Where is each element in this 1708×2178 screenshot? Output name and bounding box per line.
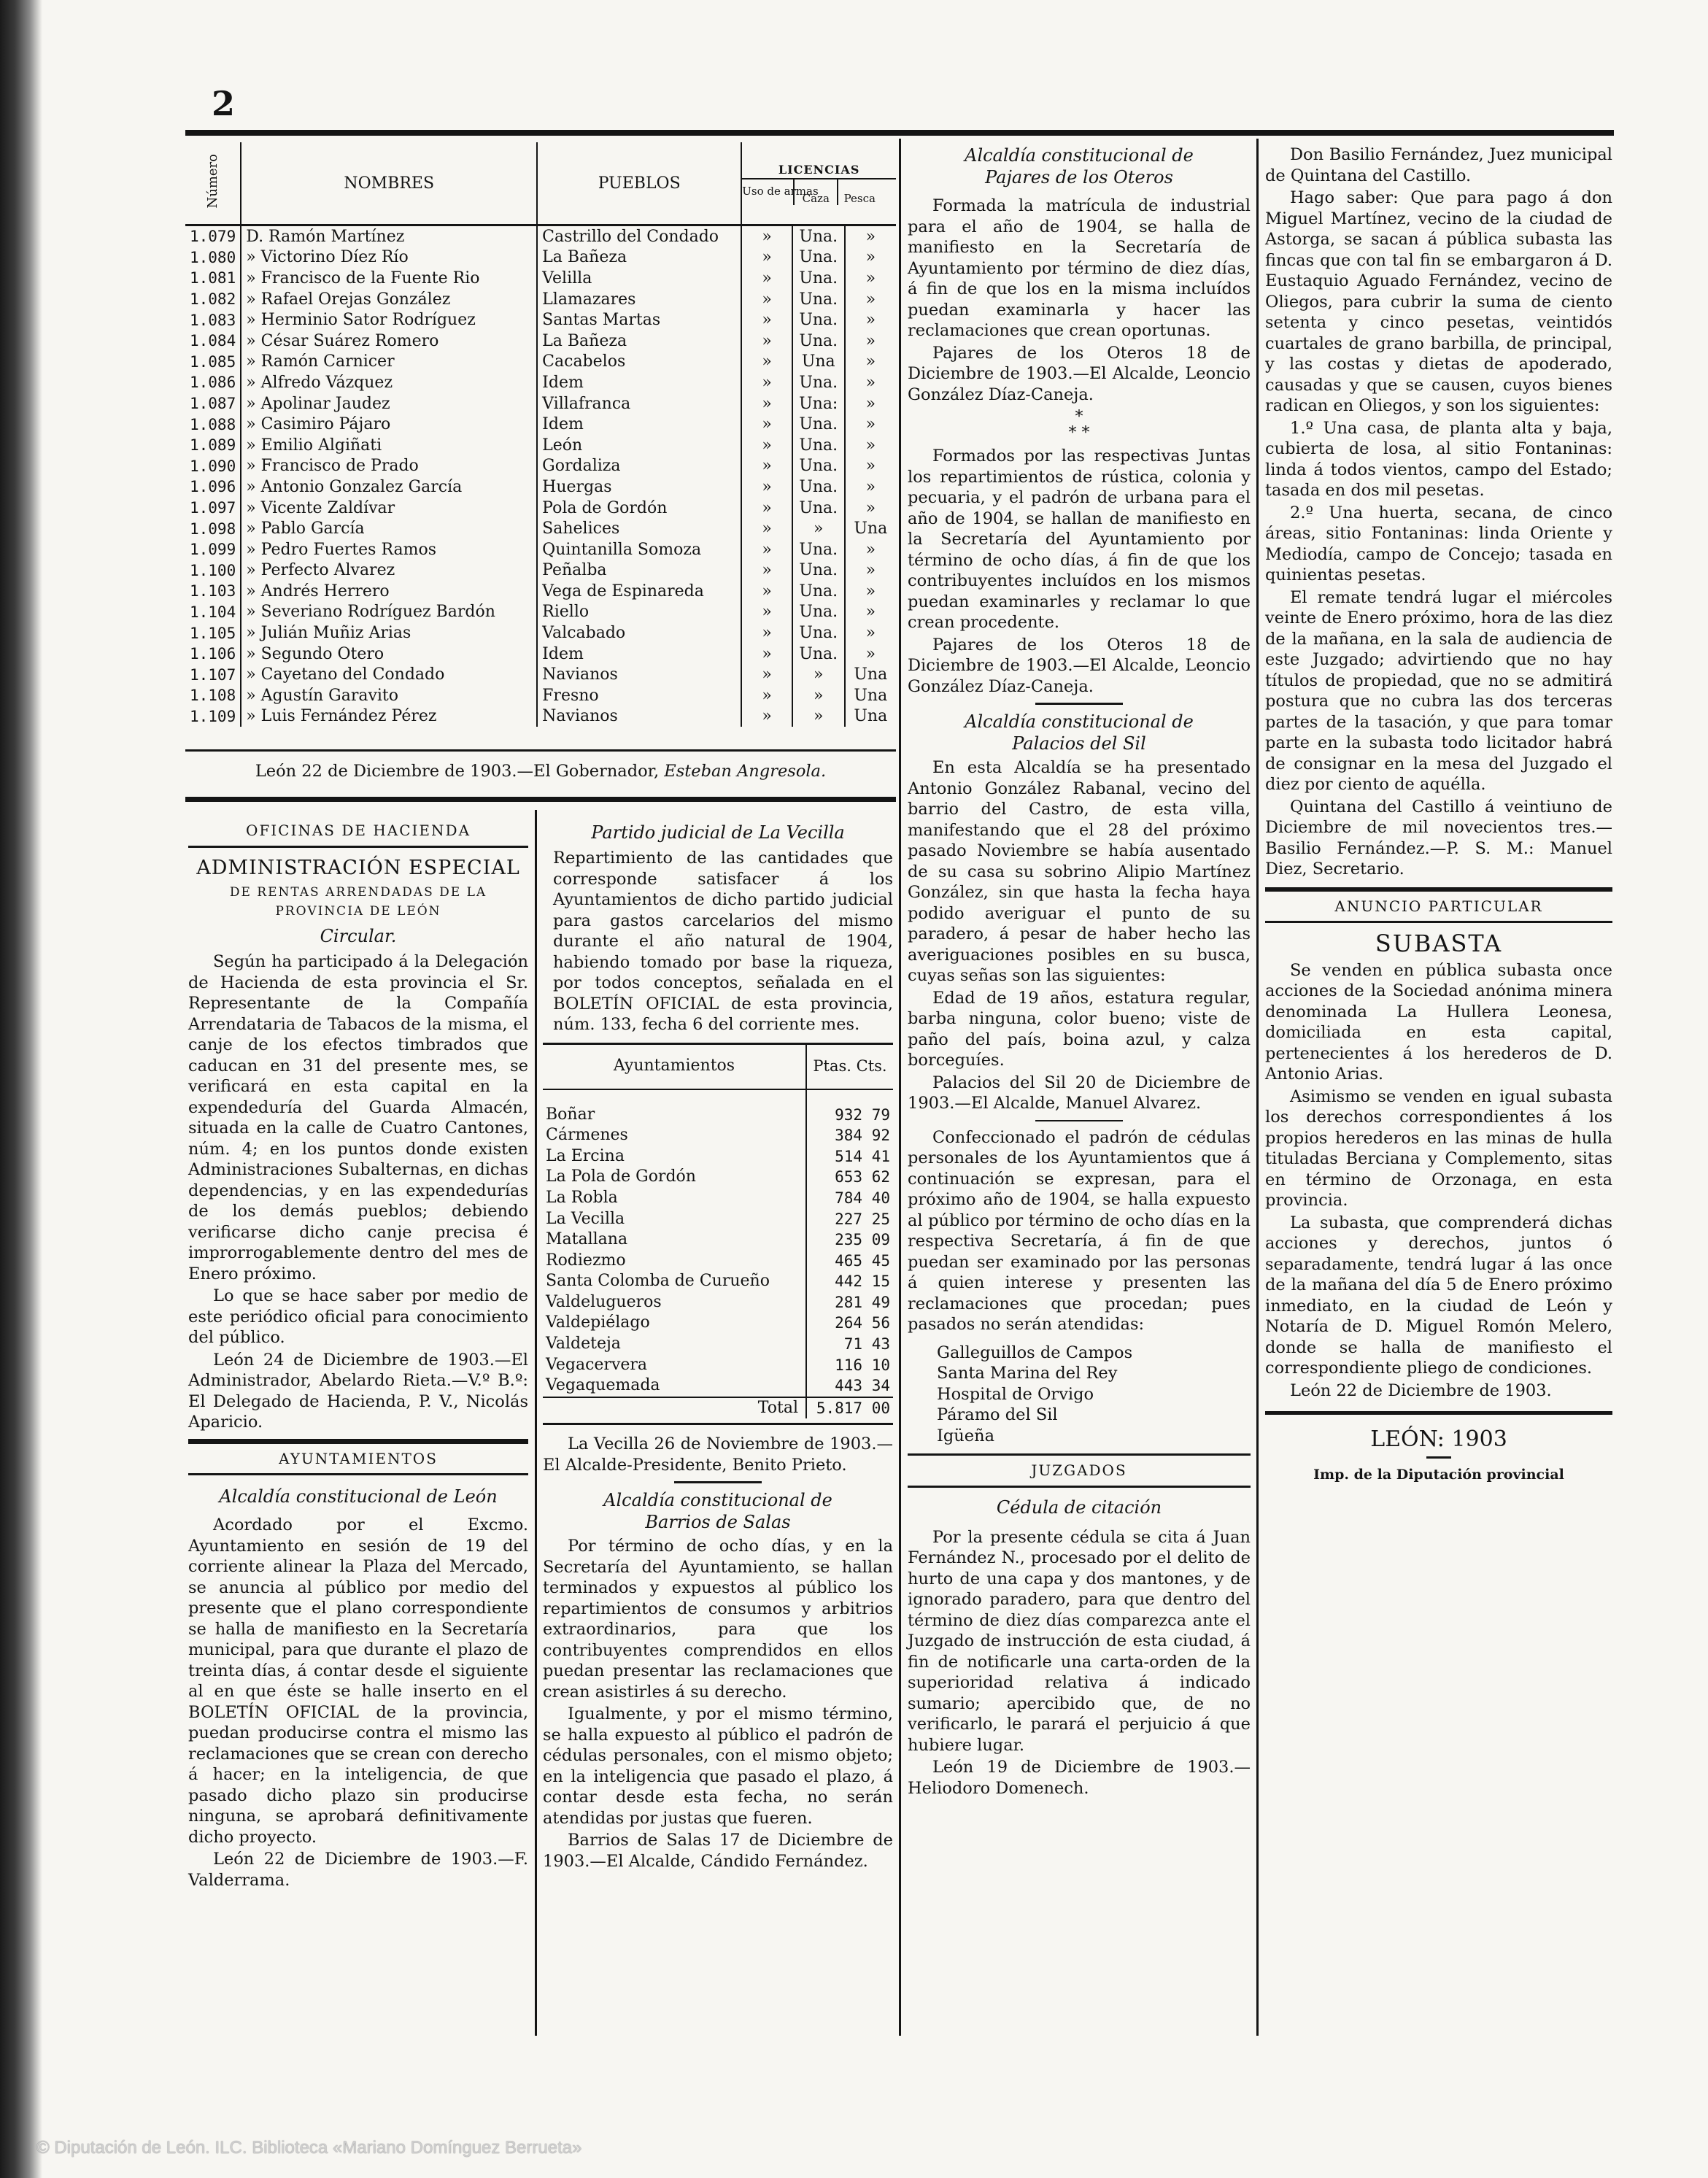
header-licencias: LICENCIAS: [742, 161, 896, 179]
vecilla-ayuntamiento: Valdepiélago: [546, 1313, 650, 1332]
anuncio-body3: La subasta, que comprenderá dichas acciones y derechos, juntos ó separadamente, tendrá lugar á las once de la mañana del día 5 de Enero próximo inmediato, en la ciudad de León y Notaría de D. Miguel Romón Melero, donde se halla de manifiesto el correspondiente pliego de condiciones.: [1265, 1213, 1612, 1378]
licencia-name: » Perfecto Alvarez: [241, 560, 537, 582]
vecilla-section: [543, 817, 893, 1873]
licencia-uso: »: [741, 309, 792, 331]
cedulas-town: Igüeña: [937, 1426, 995, 1445]
licencia-uso: »: [741, 393, 792, 414]
vecilla-amount: 653 62: [806, 1167, 893, 1188]
licencia-row: [185, 539, 896, 560]
licencia-town: Vega de Espinareda: [537, 581, 741, 602]
divider: [1426, 1456, 1451, 1459]
licencia-uso: »: [741, 372, 792, 393]
licencia-row: [185, 644, 896, 665]
vecilla-amount: 116 10: [806, 1355, 893, 1376]
licencia-name: » Francisco de la Fuente Rio: [241, 268, 537, 289]
licencia-uso: »: [741, 498, 792, 519]
anuncio-sign: León 22 de Diciembre de 1903.: [1290, 1380, 1552, 1400]
palacios-title: Alcaldía constitucional de Palacios del Sil: [965, 711, 1194, 754]
juzgados-body: Por la presente cédula se cita á Juan Fernández N., procesado por el delito de hurto de una capa y dos mantones, y de ignorado paradero, para que dentro del término de diez días comparezca ante el Juzgado de instrucción de esta ciudad, á fin de notificarle una carta-orden de la superioridad relativa á indicado sumario; apercibido que, de no verificarlo, le parará el perjuicio á que hubiere lugar.: [908, 1527, 1251, 1755]
licencia-pesca: »: [845, 268, 896, 289]
vecilla-row: [543, 1355, 893, 1376]
barrios-body2: Igualmente, y por el mismo término, se halla expuesto al público el padrón de cédulas personales, con el mismo objeto; en la inteligencia que pasado el plazo, á contar desde esta fecha, no serán atendidas por justas que fueren.: [543, 1704, 893, 1828]
vecilla-row: [543, 1146, 893, 1167]
quintana-sign: Quintana del Castillo á veintiuno de Diciembre de mil novecientos tres.—Basilio Fernández.—P. S. M.: Manuel Diez, Secretario.: [1265, 797, 1612, 878]
licencia-town: Llamazares: [537, 289, 741, 310]
double-rule-left: [185, 797, 896, 802]
scan-shadow-edge: [0, 0, 42, 2178]
header-uso: Uso de armas: [742, 185, 819, 198]
pajares-body: Formada la matrícula de industrial para el año de 1904, se halla de manifiesto en la Secretaría de Ayuntamiento por término de diez días, á fin de que los en la misma incluídos puedan examinarla y hacer las reclamaciones que crean oportunas.: [908, 196, 1251, 340]
licencia-caza: Una.: [792, 435, 845, 456]
vecilla-row: [543, 1208, 893, 1229]
licencias-signature-text: León 22 de Diciembre de 1903.—El Gobernador,: [255, 762, 660, 781]
cedulas-town: Páramo del Sil: [937, 1405, 1058, 1424]
licencia-caza: Una.: [792, 498, 845, 519]
licencia-caza: »: [792, 685, 845, 706]
header-pueblos: PUEBLOS: [537, 142, 741, 225]
licencia-caza: »: [792, 518, 845, 539]
pajares-sign2: Pajares de los Oteros 18 de Diciembre de 1903.—El Alcalde, Leoncio González Díaz-Caneja.: [908, 635, 1251, 696]
licencia-caza: Una: [792, 352, 845, 373]
licencia-row: [185, 352, 896, 373]
licencia-name: » César Suárez Romero: [241, 331, 537, 352]
licencia-name: » Cayetano del Condado: [241, 664, 537, 685]
vecilla-amount: 235 09: [806, 1229, 893, 1251]
vecilla-table: [543, 1043, 893, 1419]
vecilla-amount: 514 41: [806, 1146, 893, 1167]
licencia-row: [185, 602, 896, 623]
vecilla-amount: 784 40: [806, 1188, 893, 1209]
pajares-title: Alcaldía constitucional de Pajares de los Oteros: [965, 145, 1194, 188]
licencia-name: » Agustín Garavito: [241, 685, 537, 706]
licencia-pesca: »: [845, 393, 896, 414]
vecilla-row: [543, 1125, 893, 1146]
vecilla-ayuntamiento: Vegacervera: [546, 1355, 648, 1374]
vecilla-ayuntamiento: Matallana: [546, 1230, 628, 1249]
licencia-pesca: Una: [845, 664, 896, 685]
pajares-sign: Pajares de los Oteros 18 de Diciembre de 1903.—El Alcalde, Leoncio González Díaz-Caneja.: [908, 343, 1251, 404]
hacienda-sign: León 24 de Diciembre de 1903.—El Administrador, Abelardo Rieta.—V.º B.º: El Delegado de Hacienda, P. V., Nicolás Aparicio.: [188, 1350, 528, 1432]
licencia-caza: Una.: [792, 539, 845, 560]
licencia-row: [185, 435, 896, 456]
licencia-uso: »: [741, 539, 792, 560]
licencia-row: [185, 456, 896, 477]
licencia-name: » Andrés Herrero: [241, 581, 537, 602]
licencia-pesca: »: [845, 539, 896, 560]
top-rule: [185, 130, 1614, 136]
licencia-number: 1.087: [190, 395, 236, 413]
licencia-caza: Una.: [792, 247, 845, 269]
cedulas-town: Santa Marina del Rey: [937, 1364, 1118, 1383]
vecilla-col-ayto: Ayuntamientos: [543, 1043, 806, 1089]
hacienda-body2: Lo que se hace saber por medio de este periódico oficial para conocimiento del público.: [188, 1286, 528, 1347]
licencia-uso: »: [741, 706, 792, 727]
licencia-uso: »: [741, 622, 792, 644]
licencia-town: Idem: [537, 414, 741, 435]
licencia-uso: »: [741, 685, 792, 706]
header-nombres: NOMBRES: [241, 142, 537, 225]
licencia-number: 1.085: [190, 352, 236, 371]
licencia-row: [185, 309, 896, 331]
licencia-row: [185, 685, 896, 706]
vecilla-row: [543, 1251, 893, 1272]
licencia-caza: Una.: [792, 331, 845, 352]
licencia-number: 1.082: [190, 290, 236, 309]
column-rule-left: [535, 810, 537, 2036]
licencia-town: Gordaliza: [537, 456, 741, 477]
licencia-uso: »: [741, 331, 792, 352]
licencia-pesca: Una: [845, 518, 896, 539]
licencia-caza: Una.: [792, 225, 845, 247]
vecilla-total-label: Total: [543, 1397, 806, 1419]
licencias-table: [185, 142, 896, 727]
licencia-row: [185, 706, 896, 727]
vecilla-ayuntamiento: Vegaquemada: [546, 1376, 660, 1395]
licencia-caza: Una.: [792, 644, 845, 665]
leon-title: Alcaldía constitucional de León: [219, 1486, 498, 1507]
licencia-number: 1.108: [190, 687, 236, 705]
licencia-number: 1.100: [190, 561, 236, 579]
vecilla-row: [543, 1292, 893, 1313]
licencia-town: Quintanilla Somoza: [537, 539, 741, 560]
licencia-number: 1.105: [190, 624, 236, 642]
licencia-name: » Pablo García: [241, 518, 537, 539]
licencia-town: Velilla: [537, 268, 741, 289]
licencia-name: » Segundo Otero: [241, 644, 537, 665]
licencia-town: Idem: [537, 372, 741, 393]
licencia-uso: »: [741, 414, 792, 435]
licencia-number: 1.089: [190, 436, 236, 455]
licencia-number: 1.099: [190, 541, 236, 559]
juzgados-sign: León 19 de Diciembre de 1903.—Heliodoro Domenech.: [908, 1758, 1251, 1798]
licencia-caza: Una.: [792, 476, 845, 498]
licencia-row: [185, 393, 896, 414]
licencia-uso: »: [741, 581, 792, 602]
hacienda-title: ADMINISTRACIÓN ESPECIAL: [196, 856, 520, 879]
licencia-pesca: »: [845, 498, 896, 519]
licencia-row: [185, 247, 896, 269]
quintana-item1: 1.º Una casa, de planta alta y baja, cubierta de losa, al sitio Fontaninas: linda á todos vientos, campo del Estado; tasada en dos mil pesetas.: [1265, 418, 1612, 500]
licencia-number: 1.107: [190, 665, 236, 684]
header-numero: Número: [205, 153, 221, 209]
licencia-town: Santas Martas: [537, 309, 741, 331]
vecilla-ayuntamiento: La Robla: [546, 1188, 618, 1207]
licencia-town: Sahelices: [537, 518, 741, 539]
licencia-caza: Una.: [792, 372, 845, 393]
licencia-caza: »: [792, 706, 845, 727]
licencia-pesca: »: [845, 289, 896, 310]
licencia-town: La Bañeza: [537, 247, 741, 269]
stars-separator: * * *: [1068, 408, 1090, 442]
cedulas-body: Confeccionado el padrón de cédulas personales de los Ayuntamientos que á continuación se expresan, para el próximo año de 1904, se halla expuesto al público por término de ocho días en la respectiva Secretaría, á fin de que puedan ser examinado por las personas á quien interese y presenten las reclamaciones que procedan; pues pasados no serán atendidas:: [908, 1127, 1251, 1334]
watermark: © Diputación de León. ILC. Biblioteca «Mariano Domínguez Berrueta»: [36, 2138, 582, 2158]
licencia-pesca: »: [845, 456, 896, 477]
licencia-caza: Una.: [792, 309, 845, 331]
vecilla-row: [543, 1188, 893, 1209]
col3: [908, 144, 1251, 1800]
licencia-uso: »: [741, 644, 792, 665]
licencia-number: 1.081: [190, 269, 236, 287]
barrios-body: Por término de ocho días, y en la Secretaría del Ayuntamiento, se hallan terminados y expuestos al público los repartimientos de consumos y arbitrios extraordinarios, para que los contribuyentes comprendidos en ellos puedan presentar las reclamaciones que crean asistirles á su derecho.: [543, 1537, 893, 1702]
licencia-caza: Una.: [792, 289, 845, 310]
palacios-sign: Palacios del Sil 20 de Diciembre de 1903.—El Alcalde, Manuel Alvarez.: [908, 1073, 1251, 1113]
colophon-printer: Imp. de la Diputación provincial: [1313, 1466, 1564, 1483]
licencia-row: [185, 414, 896, 435]
anuncio-body: Se venden en pública subasta once acciones de la Sociedad anónima minera denominada La Hullera Leonesa, domiciliada en esta capital, pertenecientes á los herederos de D. Antonio Arias.: [1265, 960, 1612, 1084]
licencia-caza: Una.: [792, 268, 845, 289]
licencia-row: [185, 560, 896, 582]
licencia-pesca: »: [845, 331, 896, 352]
vecilla-row: [543, 1375, 893, 1397]
barrios-title: Alcaldía constitucional de Barrios de Salas: [603, 1490, 832, 1533]
hacienda-subtitle: DE RENTAS ARRENDADAS DE LA PROVINCIA DE LEÓN: [229, 885, 487, 919]
vecilla-row: [543, 1271, 893, 1292]
licencia-uso: »: [741, 268, 792, 289]
licencia-pesca: Una: [845, 706, 896, 727]
licencia-pesca: »: [845, 372, 896, 393]
vecilla-ayuntamiento: La Pola de Gordón: [546, 1167, 696, 1186]
vecilla-title: Partido judicial de La Vecilla: [591, 822, 845, 843]
anuncio-section: ANUNCIO PARTICULAR: [1265, 887, 1612, 924]
licencia-pesca: »: [845, 644, 896, 665]
licencia-name: » Pedro Fuertes Ramos: [241, 539, 537, 560]
vecilla-row: [543, 1167, 893, 1188]
licencia-uso: »: [741, 664, 792, 685]
licencia-uso: »: [741, 602, 792, 623]
licencia-name: » Casimiro Pájaro: [241, 414, 537, 435]
licencia-name: » Alfredo Vázquez: [241, 372, 537, 393]
licencia-caza: Una.: [792, 602, 845, 623]
licencia-pesca: »: [845, 560, 896, 582]
licencia-name: » Francisco de Prado: [241, 456, 537, 477]
licencia-number: 1.083: [190, 311, 236, 329]
licencia-name: » Severiano Rodríguez Bardón: [241, 602, 537, 623]
vecilla-amount: 264 56: [806, 1313, 893, 1334]
licencia-name: » Herminio Sator Rodríguez: [241, 309, 537, 331]
licencia-town: Cacabelos: [537, 352, 741, 373]
vecilla-ayuntamiento: Cármenes: [546, 1126, 628, 1145]
vecilla-ayuntamiento: Rodiezmo: [546, 1251, 626, 1270]
licencia-town: Valcabado: [537, 622, 741, 644]
licencia-caza: Una.: [792, 456, 845, 477]
vecilla-row: [543, 1313, 893, 1334]
licencia-name: » Victorino Díez Río: [241, 247, 537, 269]
vecilla-amount: 443 34: [806, 1375, 893, 1397]
licencia-row: [185, 289, 896, 310]
licencia-caza: Una.: [792, 581, 845, 602]
licencia-row: [185, 268, 896, 289]
anuncio-body2: Asimismo se venden en igual subasta los derechos correspondientes á los propios herederos en las minas de hulla tituladas Berciana y Complemento, sitas en término de Orzonaga, en esta provincia.: [1265, 1086, 1612, 1210]
column-rule-1: [899, 139, 901, 2036]
licencia-row: [185, 476, 896, 498]
vecilla-amount: 281 49: [806, 1292, 893, 1313]
hacienda-body: Según ha participado á la Delegación de Hacienda de esta provincia el Sr. Representante de la Compañía Arrendataria de Tabacos de la misma, el canje de los efectos timbrados que caducan en 31 del presente mes, se verificará en esta capital en la expendeduría del Guarda Almacén, situada en la calle de Cuatro Cantones, núm. 4; en los puntos donde existen Administraciones Subalternas, en dichas dependencias, y en las expendedurías de los demás pueblos; debiendo verificarse dicho canje precisa é improrrogablemente dentro del mes de Enero próximo.: [188, 952, 528, 1283]
leon-body: Acordado por el Excmo. Ayuntamiento en sesión de 19 del corriente alinear la Plaza del Mercado, se anuncia al público por medio del presente que el plano correspondiente se halla de manifiesto en la Secretaría municipal, para que durante el plazo de treinta días, á contar desde el siguiente al en que éste se halle inserto en el BOLETÍN OFICIAL de la provincia, puedan producirse contra el mismo las reclamaciones que se crean con derecho á hacer; en la inteligencia, de que pasado dicho plazo sin producirse ninguna, se aprobará definitivamente dicho proyecto.: [188, 1515, 528, 1847]
divider: [1035, 703, 1123, 705]
licencia-caza: Una.: [792, 560, 845, 582]
licencia-town: Huergas: [537, 476, 741, 498]
licencia-number: 1.090: [190, 457, 236, 475]
licencia-row: [185, 498, 896, 519]
vecilla-row: [543, 1229, 893, 1251]
vecilla-ayuntamiento: Valdeteja: [546, 1335, 621, 1353]
licencia-name: » Apolinar Jaudez: [241, 393, 537, 414]
cedulas-town: Hospital de Orvigo: [937, 1384, 1094, 1404]
licencia-name: D. Ramón Martínez: [241, 225, 537, 247]
licencia-name: » Emilio Algiñati: [241, 435, 537, 456]
licencia-name: » Ramón Carnicer: [241, 352, 537, 373]
licencia-town: Idem: [537, 644, 741, 665]
vecilla-ayuntamiento: Boñar: [546, 1105, 595, 1124]
licencias-signer: Esteban Angresola.: [664, 762, 827, 781]
divider: [674, 1481, 762, 1483]
licencia-pesca: »: [845, 622, 896, 644]
licencias-bottom-rule: [185, 749, 896, 752]
juzgados-section: JUZGADOS: [908, 1453, 1251, 1488]
vecilla-amount: 384 92: [806, 1125, 893, 1146]
licencia-town: Riello: [537, 602, 741, 623]
licencia-pesca: »: [845, 435, 896, 456]
licencia-pesca: »: [845, 247, 896, 269]
licencia-uso: »: [741, 289, 792, 310]
vecilla-row: [543, 1334, 893, 1355]
vecilla-amount: 442 15: [806, 1271, 893, 1292]
licencia-town: Peñalba: [537, 560, 741, 582]
licencia-uso: »: [741, 352, 792, 373]
licencia-uso: »: [741, 435, 792, 456]
licencias-signature: [185, 761, 896, 782]
licencia-town: León: [537, 435, 741, 456]
licencia-number: 1.098: [190, 520, 236, 538]
page-number: 2: [212, 84, 236, 123]
vecilla-amount: 465 45: [806, 1251, 893, 1272]
licencia-row: [185, 331, 896, 352]
quintana-intro: Don Basilio Fernández, Juez municipal de Quintana del Castillo.: [1265, 145, 1612, 185]
palacios-body: En esta Alcaldía se ha presentado Antonio González Rabanal, vecino del barrio del Castro, de esta villa, manifestando que el 28 del próximo pasado Noviembre se había ausentado de su casa su sobrino Alipio Martínez González, sin que hasta la fecha haya podido averiguar el punto de su paradero, á pesar de haber hecho las averiguaciones posibles en su busca, cuyas señas son las siguientes:: [908, 758, 1251, 985]
leon-sign: León 22 de Diciembre de 1903.—F. Valderrama.: [188, 1850, 528, 1890]
vecilla-amount: 71 43: [806, 1334, 893, 1355]
licencia-uso: »: [741, 247, 792, 269]
licencia-number: 1.097: [190, 499, 236, 517]
cedulas-town-list: [937, 1343, 1251, 1447]
vecilla-intro: Repartimiento de las cantidades que corresponde satisfacer á los Ayuntamientos de dicho partido judicial para gastos carcelarios del mismo durante el año natural de 1904, habiendo tomado por base la riqueza, por todos conceptos, señalada en el BOLETÍN OFICIAL de esta provincia, núm. 133, fecha 6 del corriente mes.: [553, 849, 893, 1034]
licencia-uso: »: [741, 476, 792, 498]
licencia-name: » Julián Muñiz Arias: [241, 622, 537, 644]
licencia-town: La Bañeza: [537, 331, 741, 352]
licencia-number: 1.080: [190, 248, 236, 266]
licencia-town: Fresno: [537, 685, 741, 706]
hacienda-section-title: OFICINAS DE HACIENDA: [188, 816, 528, 848]
licencia-name: » Rafael Orejas González: [241, 289, 537, 310]
vecilla-amount: 932 79: [806, 1105, 893, 1126]
licencia-pesca: »: [845, 309, 896, 331]
hacienda-section: [188, 816, 528, 1892]
licencia-uso: »: [741, 518, 792, 539]
licencia-pesca: »: [845, 581, 896, 602]
vecilla-ayuntamiento: La Ercina: [546, 1146, 625, 1165]
licencia-number: 1.084: [190, 332, 236, 350]
licencia-number: 1.086: [190, 374, 236, 392]
licencia-pesca: »: [845, 414, 896, 435]
header-caza: Caza: [793, 179, 837, 205]
palacios-body2: Edad de 19 años, estatura regular, barba ninguna, color bueno; viste de paño del país, boina azul, y calza borceguíes.: [908, 988, 1251, 1070]
header-pesca: Pesca: [837, 179, 881, 205]
licencia-town: Castrillo del Condado: [537, 225, 741, 247]
licencia-pesca: »: [845, 352, 896, 373]
col4: [1265, 144, 1612, 1485]
licencia-name: » Antonio Gonzalez García: [241, 476, 537, 498]
licencia-town: Villafranca: [537, 393, 741, 414]
juzgados-title: Cédula de citación: [996, 1497, 1162, 1518]
licencia-row: [185, 581, 896, 602]
hacienda-circular: Circular.: [320, 926, 397, 946]
anuncio-title: SUBASTA: [1375, 930, 1503, 957]
licencia-caza: Una:: [792, 393, 845, 414]
licencia-row: [185, 372, 896, 393]
licencia-uso: »: [741, 225, 792, 247]
quintana-body2: El remate tendrá lugar el miércoles veinte de Enero próximo, hora de las diez de la mañana, en la sala de audiencia de este Juzgado; advirtiendo que no hay títulos de propiedad, que no se admitirá postura que no cubra las dos terceras partes de la tasación, y que para tomar parte en la subasta todo licitador habrá de consignar en la mesa del Juzgado el diez por ciento de aquélla.: [1265, 587, 1612, 794]
vecilla-total: 5.817 00: [806, 1397, 893, 1419]
colophon-city: LEÓN: 1903: [1370, 1426, 1507, 1452]
licencia-name: » Luis Fernández Pérez: [241, 706, 537, 727]
vecilla-sign: La Vecilla 26 de Noviembre de 1903.—El Alcalde-Presidente, Benito Prieto.: [543, 1434, 893, 1475]
cedulas-town: Galleguillos de Campos: [937, 1343, 1133, 1362]
vecilla-ayuntamiento: Valdelugueros: [546, 1292, 662, 1311]
licencia-number: 1.106: [190, 645, 236, 663]
licencia-caza: »: [792, 664, 845, 685]
vecilla-col-ptas: Ptas. Cts.: [806, 1043, 893, 1089]
licencia-number: 1.104: [190, 603, 236, 621]
barrios-sign: Barrios de Salas 17 de Diciembre de 1903.—El Alcalde, Cándido Fernández.: [543, 1831, 893, 1871]
licencia-name: » Vicente Zaldívar: [241, 498, 537, 519]
licencia-number: 1.088: [190, 415, 236, 433]
licencia-uso: »: [741, 560, 792, 582]
licencia-number: 1.079: [190, 228, 236, 246]
licencia-row: [185, 518, 896, 539]
quintana-body: Hago saber: Que para pago á don Miguel Martínez, vecino de la ciudad de Astorga, se sacan á pública subasta las fincas que con tal fin se embargaron á D. Eustaquio Aguado Fernández, vecino de Oliegos, para cubrir la suma de ciento setenta y cinco pesetas, veintidós cuartales de grano barbilla, de principal, y las costas y dietas de apoderado, causadas y que se causen, cuyos bienes radican en Oliegos, y son los siguientes:: [1265, 188, 1612, 415]
licencia-pesca: »: [845, 225, 896, 247]
column-rule-2: [1256, 139, 1259, 2036]
licencia-town: Pola de Gordón: [537, 498, 741, 519]
licencia-number: 1.103: [190, 582, 236, 601]
licencia-pesca: »: [845, 476, 896, 498]
licencia-caza: Una.: [792, 622, 845, 644]
licencia-row: [185, 622, 896, 644]
licencia-pesca: »: [845, 602, 896, 623]
licencia-number: 1.096: [190, 478, 236, 496]
vecilla-ayuntamiento: Santa Colomba de Curueño: [546, 1272, 770, 1291]
licencia-town: Navianos: [537, 706, 741, 727]
licencia-uso: »: [741, 456, 792, 477]
vecilla-row: [543, 1105, 893, 1126]
licencia-row: [185, 225, 896, 247]
quintana-item2: 2.º Una huerta, secana, de cinco áreas, sitio Fontaninas: linda Oriente y Mediodía, campo de Concejo; tasada en quinientas pesetas.: [1265, 503, 1612, 584]
divider: [1035, 1120, 1123, 1121]
vecilla-ayuntamiento: La Vecilla: [546, 1209, 625, 1228]
licencia-number: 1.109: [190, 707, 236, 725]
licencia-row: [185, 664, 896, 685]
ayuntamientos-section: AYUNTAMIENTOS: [188, 1439, 528, 1476]
pajares-body2: Formados por las respectivas Juntas los repartimientos de rústica, colonia y pecuaria, y el padrón de urbana para el año de 1904, se hallan de manifiesto en la Secretaría del Ayuntamiento por término de ocho días, á fin de que los contribuyentes incluídos en los mismos puedan examinarles y reclamar lo que crean procedente.: [908, 447, 1251, 632]
vecilla-amount: 227 25: [806, 1208, 893, 1229]
licencia-town: Navianos: [537, 664, 741, 685]
licencia-caza: Una.: [792, 414, 845, 435]
licencia-pesca: Una: [845, 685, 896, 706]
